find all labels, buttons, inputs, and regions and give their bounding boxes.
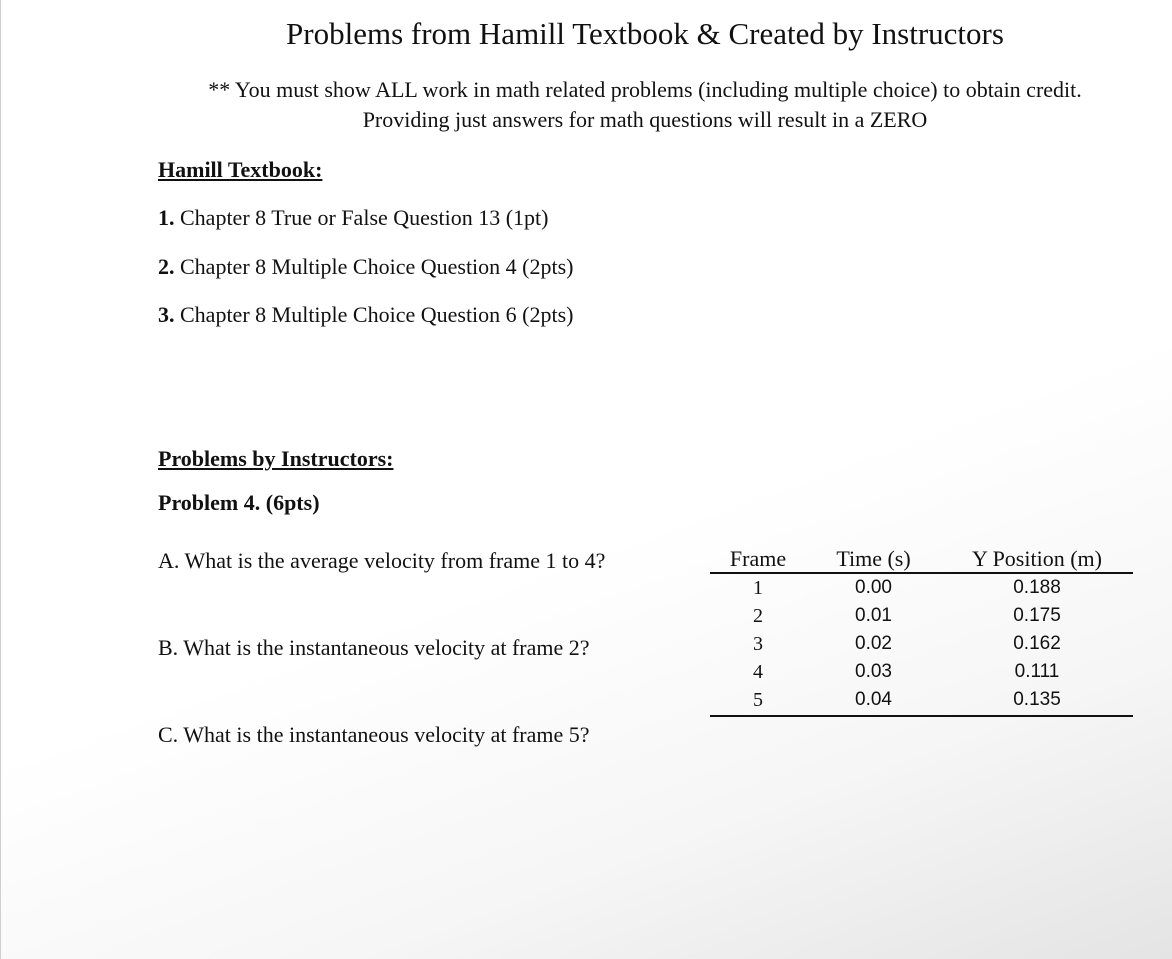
table-row	[710, 658, 1133, 686]
cell-time: 0.03	[855, 661, 892, 682]
work-notice: ** You must show ALL work in math related problems (including multiple choice) to obtain credit. Providing just answers for math questions will result in a ZERO	[208, 77, 1082, 132]
table-row	[710, 686, 1133, 714]
table-row	[710, 574, 1133, 602]
item-number: 2.	[158, 254, 175, 279]
question-c: C. What is the instantaneous velocity at frame 5?	[158, 722, 590, 747]
cell-frame: 5	[753, 688, 763, 711]
page-title: Problems from Hamill Textbook & Created by Instructors	[286, 16, 1004, 51]
cell-y-position: 0.175	[1013, 605, 1061, 626]
problem-4-title: Problem 4. (6pts)	[158, 490, 320, 515]
hamill-heading: Hamill Textbook:	[158, 157, 323, 182]
question-a: A. What is the average velocity from frame 1 to 4?	[158, 548, 606, 573]
cell-frame: 2	[753, 604, 763, 627]
item-text: Chapter 8 Multiple Choice Question 4 (2pts)	[180, 254, 574, 279]
item-number: 1.	[158, 205, 175, 230]
hamill-item-2	[158, 254, 574, 280]
table-row	[710, 630, 1133, 658]
item-text: Chapter 8 Multiple Choice Question 6 (2pts)	[180, 302, 574, 327]
cell-y-position: 0.188	[1013, 577, 1061, 598]
cell-frame: 1	[753, 576, 763, 599]
cell-y-position: 0.135	[1013, 689, 1061, 710]
frame-data-table	[710, 542, 1133, 717]
cell-frame: 4	[753, 660, 763, 683]
item-number: 3.	[158, 302, 175, 327]
cell-y-position: 0.111	[1014, 661, 1060, 682]
cell-time: 0.04	[855, 689, 892, 710]
page-left-border	[0, 0, 1, 959]
table-header-row	[710, 542, 1133, 574]
cell-frame: 3	[753, 632, 763, 655]
hamill-item-1	[158, 205, 548, 231]
hamill-item-3	[158, 302, 574, 328]
header-frame: Frame	[729, 546, 787, 571]
item-text: Chapter 8 True or False Question 13 (1pt)	[180, 205, 549, 230]
header-time: Time (s)	[836, 546, 911, 571]
question-b: B. What is the instantaneous velocity at frame 2?	[158, 635, 590, 660]
cell-y-position: 0.162	[1013, 633, 1061, 654]
header-y-position: Y Position (m)	[972, 546, 1102, 571]
cell-time: 0.01	[855, 605, 892, 626]
table-body	[710, 574, 1133, 717]
cell-time: 0.02	[855, 633, 892, 654]
instructors-heading: Problems by Instructors:	[158, 446, 394, 471]
table-row	[710, 602, 1133, 630]
cell-time: 0.00	[855, 577, 892, 598]
